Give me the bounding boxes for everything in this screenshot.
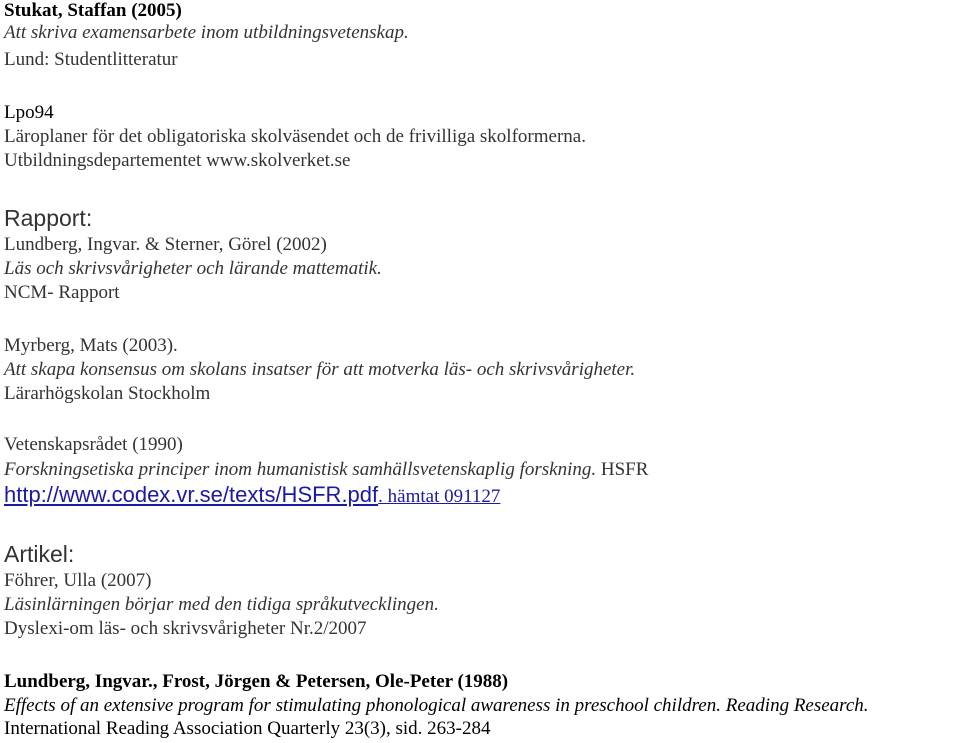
hsfr-pdf-link[interactable]: http://www.codex.vr.se/texts/HSFR.pdf <box>4 482 379 507</box>
reference-lundberg-sterner-title: Läs och skrivsvårigheter och lärande mattematik. <box>4 258 382 279</box>
reference-lpo94-publisher: Utbildningsdepartementet www.skolverket.se <box>4 150 351 171</box>
reference-lundberg-frost-title: Effects of an extensive program for stimulating phonological awareness in preschool children. <box>4 695 721 716</box>
section-heading-artikel: Artikel: <box>4 541 75 567</box>
reference-lundberg-sterner-publisher: NCM- Rapport <box>4 282 120 303</box>
reference-fohrer-author: Föhrer, Ulla (2007) <box>4 570 152 591</box>
section-heading-rapport: Rapport: <box>4 205 93 231</box>
reference-lundberg-frost-publisher: International Reading Association Quarterly 23(3), sid. 263-284 <box>4 718 491 739</box>
reference-stukat-title: Att skriva examensarbete inom utbildningsvetenskap. <box>4 22 409 43</box>
reference-vetenskapsradet-title-line <box>4 459 648 481</box>
reference-myrberg-publisher: Lärarhögskolan Stockholm <box>4 383 211 404</box>
reference-lundberg-frost-title-suffix: Reading Research. <box>721 695 869 716</box>
reference-lundberg-sterner-author: Lundberg, Ingvar. & Sterner, Görel (2002) <box>4 234 327 255</box>
reference-fohrer-title: Läsinlärningen börjar med den tidiga språkutvecklingen. <box>4 594 439 615</box>
reference-lundberg-frost-title-line <box>4 695 869 717</box>
reference-lpo94-title: Läroplaner för det obligatoriska skolväsendet och de frivilliga skolformerna. <box>4 126 586 147</box>
reference-fohrer-publisher: Dyslexi-om läs- och skrivsvårigheter Nr.2/2007 <box>4 618 367 639</box>
reference-lundberg-frost-author: Lundberg, Ingvar., Frost, Jörgen & Petersen, Ole-Peter (1988) <box>4 671 509 692</box>
reference-vetenskapsradet-title-suffix: HSFR <box>596 459 649 480</box>
reference-vetenskapsradet-author: Vetenskapsrådet (1990) <box>4 434 183 455</box>
reference-myrberg-author: Myrberg, Mats (2003). <box>4 335 178 356</box>
reference-myrberg-title: Att skapa konsensus om skolans insatser för att motverka läs- och skrivsvårigheter. <box>4 359 636 380</box>
reference-vetenskapsradet-link-line <box>4 484 500 508</box>
reference-vetenskapsradet-title: Forskningsetiska principer inom humanistisk samhällsvetenskaplig forskning. <box>4 459 597 480</box>
reference-stukat-author: Stukat, Staffan (2005) <box>4 0 182 21</box>
reference-stukat-publisher: Lund: Studentlitteratur <box>4 49 178 70</box>
hsfr-retrieved-link[interactable]: . hämtat 091127 <box>378 486 501 507</box>
reference-lpo94-author: Lpo94 <box>4 102 54 123</box>
